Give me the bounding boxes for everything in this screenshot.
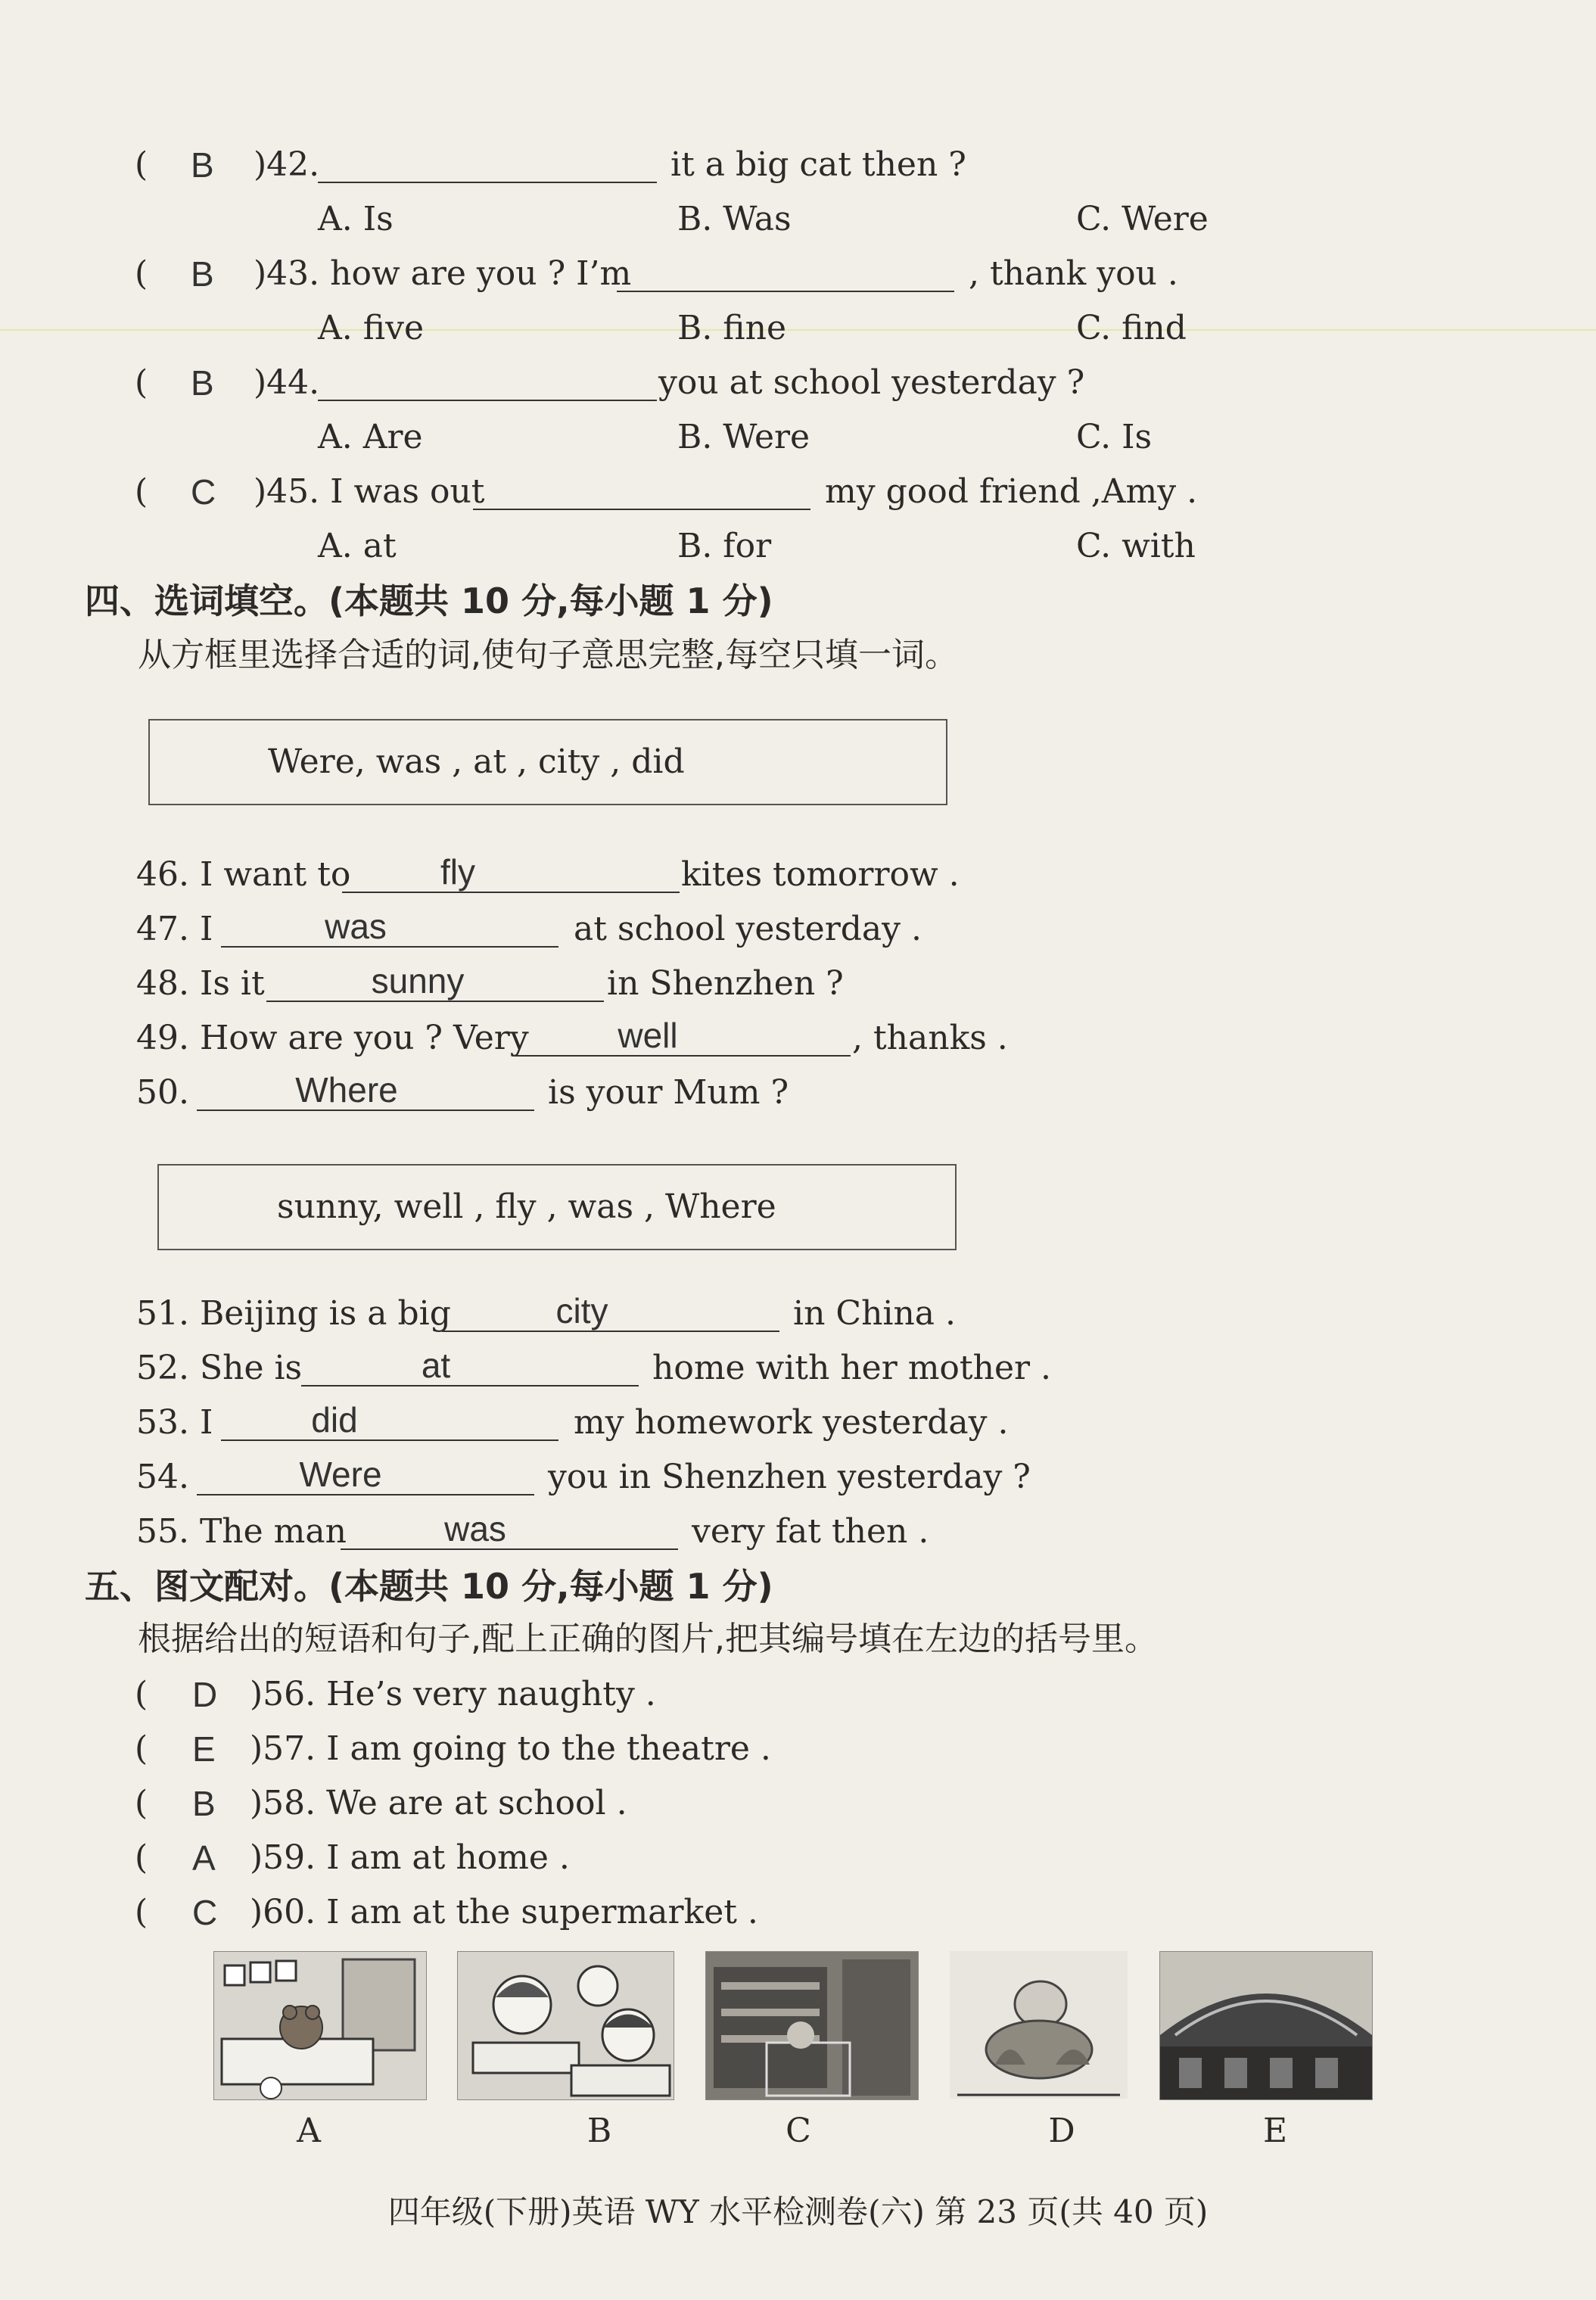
sentence-pre: 50. xyxy=(136,1073,189,1112)
sentence-pre: 51. Beijing is a big xyxy=(136,1294,451,1333)
answer-paren: ( xyxy=(135,1893,148,1931)
filled-answer: city xyxy=(555,1291,608,1331)
sentence-pre: 47. I xyxy=(136,910,213,948)
picture-c-supermarket xyxy=(705,1951,919,2100)
question-prefix: )43. how are you ? I’m xyxy=(254,254,632,293)
word-box-words: sunny, well , fly , was , Where xyxy=(277,1187,776,1226)
answer-paren: ( xyxy=(135,1675,148,1713)
answer-paren: ( xyxy=(135,1729,148,1768)
question-prefix: )44. xyxy=(254,363,320,402)
answer-letter: B xyxy=(192,1784,216,1823)
answer-blank[interactable] xyxy=(318,182,657,183)
filled-answer: was xyxy=(444,1509,506,1548)
match-text: )56. He’s very naughty . xyxy=(250,1675,656,1713)
picture-label-b: B xyxy=(586,2112,612,2150)
option-b: B. for xyxy=(677,527,772,565)
answer-letter: B xyxy=(191,145,214,185)
answer-blank[interactable] xyxy=(473,509,810,510)
match-text: )58. We are at school . xyxy=(250,1784,627,1822)
theatre-photo xyxy=(1160,1952,1372,2099)
supermarket-photo xyxy=(706,1952,918,2099)
option-b: B. Was xyxy=(677,200,792,238)
word-box-2 xyxy=(157,1164,957,1250)
match-text: )60. I am at the supermarket . xyxy=(250,1893,758,1931)
picture-d-naughty-boy xyxy=(950,1951,1128,2099)
sentence-post: my homework yesterday . xyxy=(574,1403,1009,1442)
filled-answer: sunny xyxy=(371,961,465,1001)
section-5-heading: 五、图文配对。(本题共 10 分,每小题 1 分) xyxy=(85,1566,773,1607)
sentence-pre: 48. Is it xyxy=(136,964,265,1003)
answer-letter: C xyxy=(191,472,216,512)
answer-paren: ( xyxy=(135,145,148,184)
answer-paren: ( xyxy=(135,363,148,402)
word-box-words: Were, was , at , city , did xyxy=(268,742,685,781)
option-c: C. find xyxy=(1076,309,1187,347)
section-4-instruction: 从方框里选择合适的词,使句子意思完整,每空只填一词。 xyxy=(138,636,958,674)
answer-paren: ( xyxy=(135,1838,148,1877)
option-c: C. with xyxy=(1076,527,1196,565)
section-5-instruction: 根据给出的短语和句子,配上正确的图片,把其编号填在左边的括号里。 xyxy=(138,1620,1158,1658)
option-c: C. Is xyxy=(1076,418,1153,456)
faint-guide-line xyxy=(0,329,1596,331)
sentence-pre: 54. xyxy=(136,1458,189,1496)
classroom-illustration xyxy=(458,1952,674,2099)
sentence-post: you in Shenzhen yesterday ? xyxy=(548,1458,1031,1496)
word-box-1 xyxy=(148,719,947,805)
option-b: B. fine xyxy=(677,309,787,347)
filled-answer: Where xyxy=(295,1070,398,1110)
answer-paren: ( xyxy=(135,472,148,511)
picture-label-d: D xyxy=(1048,2112,1075,2150)
answer-paren: ( xyxy=(135,254,148,293)
answer-letter: B xyxy=(191,363,214,403)
sentence-post: in Shenzhen ? xyxy=(607,964,844,1003)
answer-blank[interactable] xyxy=(617,291,954,292)
picture-label-e: E xyxy=(1262,2112,1288,2150)
sentence-pre: 53. I xyxy=(136,1403,213,1442)
question-stem: , thank you . xyxy=(969,254,1178,293)
page-footer: 四年级(下册)英语 WY 水平检测卷(六) 第 23 页(共 40 页) xyxy=(387,2193,1209,2230)
naughty-boy-illustration xyxy=(950,1951,1128,2099)
filled-answer: Were xyxy=(299,1455,382,1494)
answer-letter: E xyxy=(192,1729,216,1769)
sentence-pre: 55. The man xyxy=(136,1512,347,1551)
question-stem: you at school yesterday ? xyxy=(658,363,1085,402)
answer-letter: C xyxy=(192,1893,218,1932)
sentence-post: is your Mum ? xyxy=(548,1073,789,1112)
question-stem: my good friend ,Amy . xyxy=(825,472,1198,511)
section-4-heading: 四、选词填空。(本题共 10 分,每小题 1 分) xyxy=(85,580,773,621)
answer-letter: A xyxy=(192,1838,216,1878)
sentence-post: very fat then . xyxy=(692,1512,929,1551)
picture-label-a: A xyxy=(297,2112,321,2150)
picture-e-theatre xyxy=(1159,1951,1373,2100)
match-text: )59. I am at home . xyxy=(250,1838,570,1877)
picture-a-bedroom xyxy=(213,1951,427,2100)
filled-answer: fly xyxy=(440,852,475,892)
question-prefix: )42. xyxy=(254,145,320,184)
bedroom-illustration xyxy=(214,1952,426,2099)
picture-label-c: C xyxy=(786,2112,811,2150)
sentence-post: , thanks . xyxy=(852,1019,1008,1057)
sentence-pre: 52. She is xyxy=(136,1349,303,1387)
answer-letter: B xyxy=(191,254,214,294)
filled-answer: well xyxy=(618,1016,678,1055)
match-text: )57. I am going to the theatre . xyxy=(250,1729,771,1768)
sentence-post: home with her mother . xyxy=(652,1349,1051,1387)
sentence-post: at school yesterday . xyxy=(574,910,922,948)
sentence-post: in China . xyxy=(793,1294,957,1333)
answer-letter: D xyxy=(192,1675,218,1714)
filled-answer: was xyxy=(325,907,387,946)
sentence-post: kites tomorrow . xyxy=(681,855,960,894)
option-a: A. Is xyxy=(318,200,394,238)
option-a: A. Are xyxy=(318,418,423,456)
filled-answer: at xyxy=(421,1346,451,1385)
answer-paren: ( xyxy=(135,1784,148,1822)
filled-answer: did xyxy=(311,1400,358,1439)
option-a: A. at xyxy=(318,527,397,565)
picture-b-classroom xyxy=(457,1951,674,2100)
option-a: A. five xyxy=(318,309,424,347)
sentence-pre: 46. I want to xyxy=(136,855,351,894)
sentence-pre: 49. How are you ? Very xyxy=(136,1019,529,1057)
question-prefix: )45. I was out xyxy=(254,472,485,511)
option-c: C. Were xyxy=(1076,200,1209,238)
question-stem: it a big cat then ? xyxy=(670,145,966,184)
answer-blank[interactable] xyxy=(318,400,657,401)
option-b: B. Were xyxy=(677,418,810,456)
